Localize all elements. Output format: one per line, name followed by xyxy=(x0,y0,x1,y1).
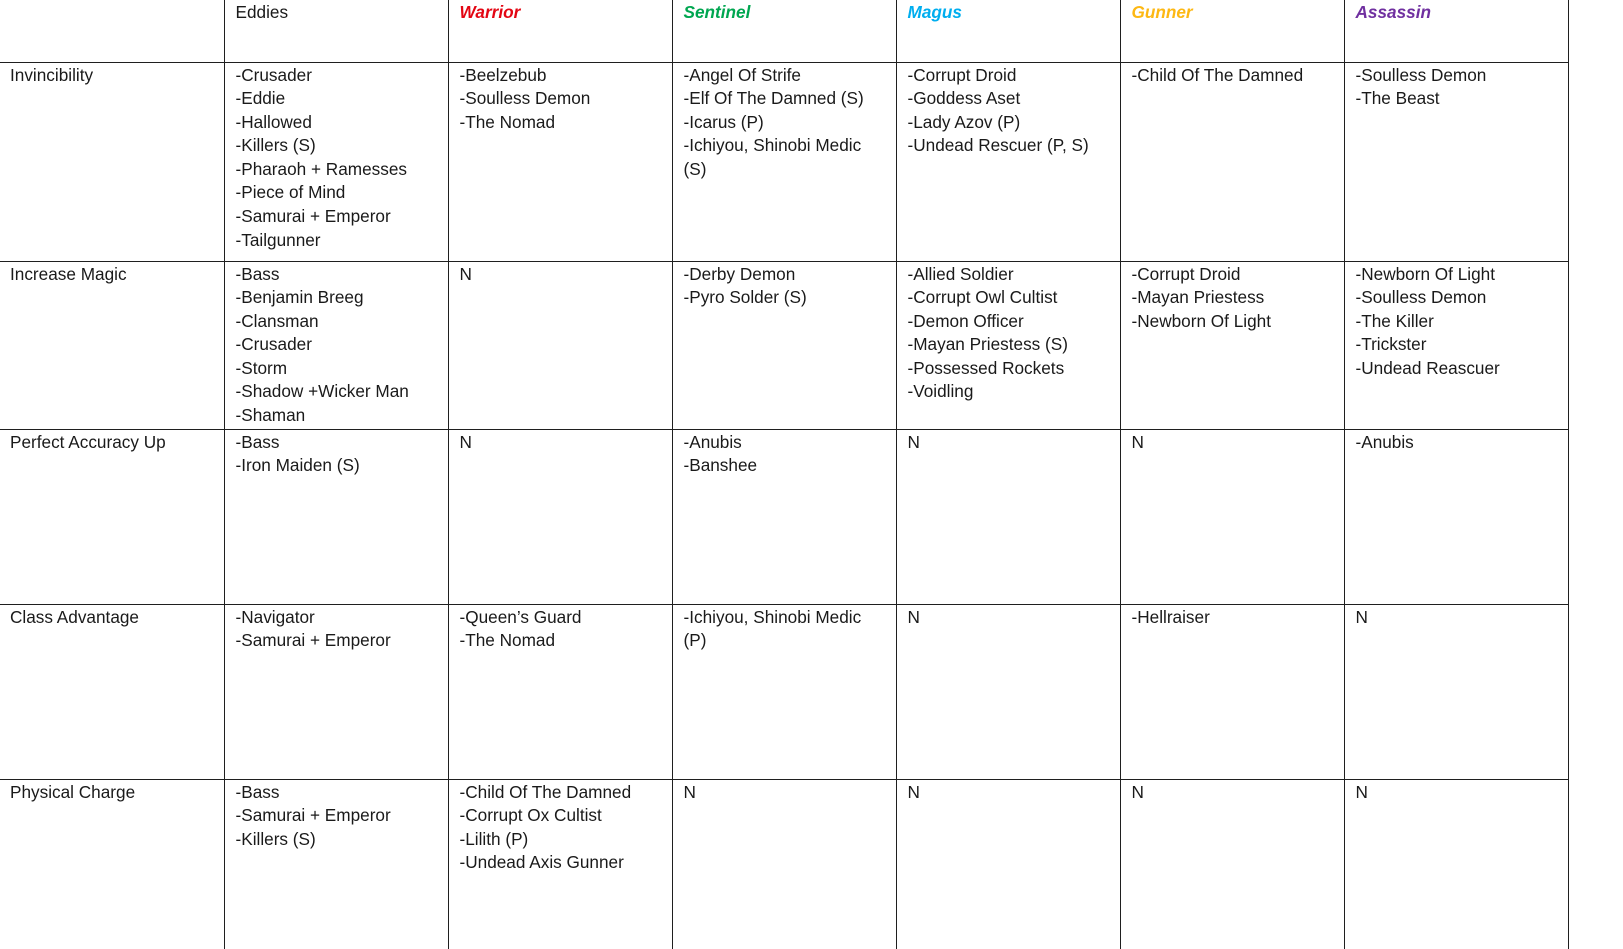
list-item: -Soulless Demon xyxy=(459,88,591,109)
row-label: Invincibility xyxy=(0,62,224,261)
list-item: -Corrupt Droid xyxy=(907,64,1017,85)
list-item: N xyxy=(1355,781,1368,802)
list-item: N xyxy=(1355,606,1368,627)
cell-eddies xyxy=(224,429,448,604)
list-item: -Icarus (P) xyxy=(683,111,764,132)
list-item: -Demon Officer xyxy=(907,310,1024,331)
row-label: Class Advantage xyxy=(0,604,224,779)
header-warrior: Warrior xyxy=(448,0,672,62)
cell-warrior xyxy=(448,779,672,949)
cell-warrior xyxy=(448,604,672,779)
cell-eddies xyxy=(224,62,448,261)
list-item: -The Nomad xyxy=(459,630,556,651)
list-item: N xyxy=(907,431,920,452)
table-row xyxy=(0,62,1568,261)
cell-gunner xyxy=(1120,429,1344,604)
cell-sentinel xyxy=(672,779,896,949)
list-item: -Shaman xyxy=(235,405,306,426)
list-item: -Ichiyou, Shinobi Medic (S) xyxy=(683,135,866,179)
cell-sentinel xyxy=(672,429,896,604)
list-item: -The Beast xyxy=(1355,88,1440,109)
cell-sentinel xyxy=(672,604,896,779)
cell-magus xyxy=(896,429,1120,604)
cell-sentinel xyxy=(672,261,896,429)
list-item: -The Killer xyxy=(1355,310,1434,331)
row-label: Physical Charge xyxy=(0,779,224,949)
list-item: -Samurai + Emperor xyxy=(235,805,391,826)
cell-magus xyxy=(896,62,1120,261)
list-item: -Undead Axis Gunner xyxy=(459,852,624,873)
list-item: -Corrupt Droid xyxy=(1131,263,1241,284)
list-item: -Eddie xyxy=(235,88,286,109)
cell-eddies xyxy=(224,604,448,779)
list-item: -Killers (S) xyxy=(235,828,316,849)
list-item: N xyxy=(683,781,696,802)
header-row xyxy=(0,0,1568,62)
list-item: -Undead Rescuer (P, S) xyxy=(907,135,1089,156)
table-row xyxy=(0,779,1568,949)
header-eddies: Eddies xyxy=(224,0,448,62)
cell-warrior xyxy=(448,62,672,261)
list-item: -Tailgunner xyxy=(235,229,321,250)
cell-gunner xyxy=(1120,62,1344,261)
row-label: Perfect Accuracy Up xyxy=(0,429,224,604)
table-row xyxy=(0,604,1568,779)
list-item: -Goddess Aset xyxy=(907,88,1021,109)
list-item: -Voidling xyxy=(907,381,974,402)
list-item: -Navigator xyxy=(235,606,315,627)
list-item: -Banshee xyxy=(683,455,758,476)
cell-eddies xyxy=(224,779,448,949)
list-item: -Corrupt Owl Cultist xyxy=(907,287,1058,308)
list-item: -Soulless Demon xyxy=(1355,64,1487,85)
list-item: -Ichiyou, Shinobi Medic (P) xyxy=(683,606,866,651)
list-item: -Pharaoh + Ramesses xyxy=(235,158,407,179)
cell-gunner xyxy=(1120,261,1344,429)
list-item: -Crusader xyxy=(235,334,312,355)
row-label: Increase Magic xyxy=(0,261,224,429)
list-item: -The Nomad xyxy=(459,111,556,132)
list-item: -Lady Azov (P) xyxy=(907,111,1021,132)
corner-cell xyxy=(0,0,224,62)
list-item: -Piece of Mind xyxy=(235,182,346,203)
list-item: -Clansman xyxy=(235,310,319,331)
cell-magus xyxy=(896,604,1120,779)
list-item: -Iron Maiden (S) xyxy=(235,455,360,476)
list-item: -Corrupt Ox Cultist xyxy=(459,805,602,826)
list-item: -Bass xyxy=(235,781,280,802)
list-item: -Child Of The Damned xyxy=(1131,64,1304,85)
list-item: -Benjamin Breeg xyxy=(235,287,364,308)
cell-gunner xyxy=(1120,604,1344,779)
header-gunner: Gunner xyxy=(1120,0,1344,62)
list-item: -Lilith (P) xyxy=(459,828,529,849)
header-assassin: Assassin xyxy=(1344,0,1568,62)
list-item: -Queen’s Guard xyxy=(459,606,582,627)
list-item: N xyxy=(907,606,920,627)
list-item: -Soulless Demon xyxy=(1355,287,1487,308)
list-item: -Shadow +Wicker Man xyxy=(235,381,409,402)
list-item: -Possessed Rockets xyxy=(907,357,1065,378)
list-item: -Newborn Of Light xyxy=(1131,310,1271,331)
header-magus: Magus xyxy=(896,0,1120,62)
cell-warrior xyxy=(448,429,672,604)
list-item: N xyxy=(459,263,472,284)
list-item: N xyxy=(1131,431,1144,452)
list-item: -Angel Of Strife xyxy=(683,64,801,85)
list-item: -Derby Demon xyxy=(683,263,796,284)
cell-gunner xyxy=(1120,779,1344,949)
list-item: N xyxy=(459,431,472,452)
list-item: -Beelzebub xyxy=(459,64,547,85)
table-row xyxy=(0,429,1568,604)
list-item: -Allied Soldier xyxy=(907,263,1014,284)
cell-assassin xyxy=(1344,429,1568,604)
list-item: -Hallowed xyxy=(235,111,312,132)
list-item: -Killers (S) xyxy=(235,135,316,156)
list-item: -Hellraiser xyxy=(1131,606,1210,627)
list-item: -Newborn Of Light xyxy=(1355,263,1495,284)
list-item: -Samurai + Emperor xyxy=(235,206,391,227)
cell-assassin xyxy=(1344,261,1568,429)
list-item: -Child Of The Damned xyxy=(459,781,632,802)
header-sentinel: Sentinel xyxy=(672,0,896,62)
list-item: -Undead Reascuer xyxy=(1355,357,1500,378)
cell-eddies xyxy=(224,261,448,429)
list-item: N xyxy=(1131,781,1144,802)
list-item: -Storm xyxy=(235,357,288,378)
list-item: -Anubis xyxy=(683,431,742,452)
list-item: -Elf Of The Damned (S) xyxy=(683,88,864,109)
cell-sentinel xyxy=(672,62,896,261)
list-item: -Mayan Priestess (S) xyxy=(907,334,1068,355)
list-item: -Mayan Priestess xyxy=(1131,287,1265,308)
list-item: -Bass xyxy=(235,263,280,284)
table-row xyxy=(0,261,1568,429)
cell-assassin xyxy=(1344,779,1568,949)
list-item: -Crusader xyxy=(235,64,312,85)
list-item: -Pyro Solder (S) xyxy=(683,287,807,308)
list-item: -Bass xyxy=(235,431,280,452)
cell-assassin xyxy=(1344,62,1568,261)
list-item: N xyxy=(907,781,920,802)
list-item: -Anubis xyxy=(1355,431,1414,452)
cell-magus xyxy=(896,261,1120,429)
cell-assassin xyxy=(1344,604,1568,779)
list-item: -Samurai + Emperor xyxy=(235,630,391,651)
cell-warrior xyxy=(448,261,672,429)
list-item: -Trickster xyxy=(1355,334,1427,355)
cell-magus xyxy=(896,779,1120,949)
